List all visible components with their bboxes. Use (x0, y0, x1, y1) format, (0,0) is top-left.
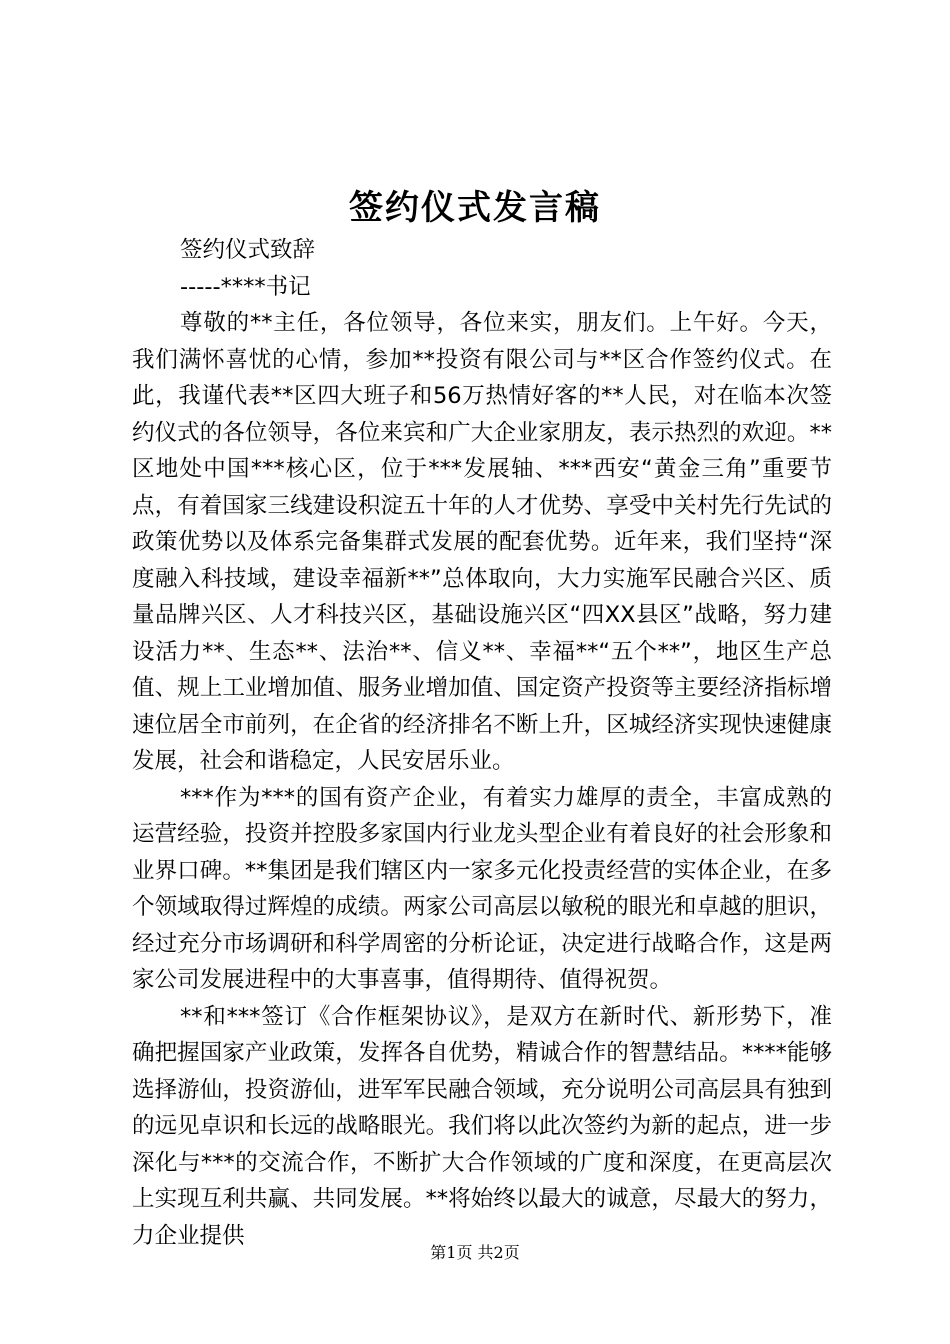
speech-byline: -----****书记 (180, 273, 311, 300)
speech-subtitle: 签约仪式致辞 (180, 237, 316, 263)
paragraph-2: ***作为***的国有资产企业，有着实力雄厚的责全，丰富成熟的运营经验，投资并控股多家国内行业龙头型企业有着良好的社会形象和业界口碑。**集团是我们辖区内一家多元化投责经营的实体企业，在多个领域取得过辉煌的成绩。两家公司高层以敏税的眼光和卓越的胆识，经过充分市场调研和科学周密的分析论证，决定进行战略合作，这是两家公司发展进程中的大事喜事，值得期待、值得祝贺。 (132, 784, 832, 993)
paragraph-1: 尊敬的**主任，各位领导，各位来实，朋友们。上午好。今天，我们满怀喜忧的心情，参加**投资有限公司与**区合作签约仪式。在此，我谨代表**区四大班子和56万热情好客的**人民，对在临本次签约仪式的各位领导，各位来宾和广大企业家朋友，表示热烈的欢迎。**区地处中国***核心区，位于***发展轴、***西安“黄金三角”重要节点，有着国家三线建设积淀五十年的人才优势、享受中关村先行先试的政策优势以及体系完备集群式发展的配套优势。近年来，我们坚持“深度融入科技域，建设幸福新**”总体取向，大力实施军民融合兴区、质量品牌兴区、人才科技兴区，基础设施兴区“四XX县区”战略，努力建设活力**、生态**、法治**、信义**、幸福**“五个**”，地区生产总值、规上工业增加值、服务业增加值、国定资产投资等主要经济指标增速位居全市前列，在企省的经济排名不断上升，区城经济实现快速健康发展，社会和谐稳定，人民安居乐业。 (132, 310, 832, 774)
page-footer: 第1页 共2页 (430, 1243, 520, 1262)
document-body (132, 232, 832, 1254)
paragraph-3: **和***签订《合作框架协议》，是双方在新时代、新形势下，准确把握国家产业政策，发挥各自优势，精诚合作的智慧结品。****能够选择游仙，投资游仙，进军军民融合领域，充分说明公司高层具有独到的远见卓识和长远的战略眼光。我们将以此次签约为新的起点，进一步深化与***的交流合作，不断扩大合作领域的广度和深度，在更高层次上实现互利共赢、共同发展。**将始终以最大的诚意，尽最大的努力，力企业提供 (132, 1003, 832, 1249)
document-title: 签约仪式发言稿 (349, 188, 601, 228)
